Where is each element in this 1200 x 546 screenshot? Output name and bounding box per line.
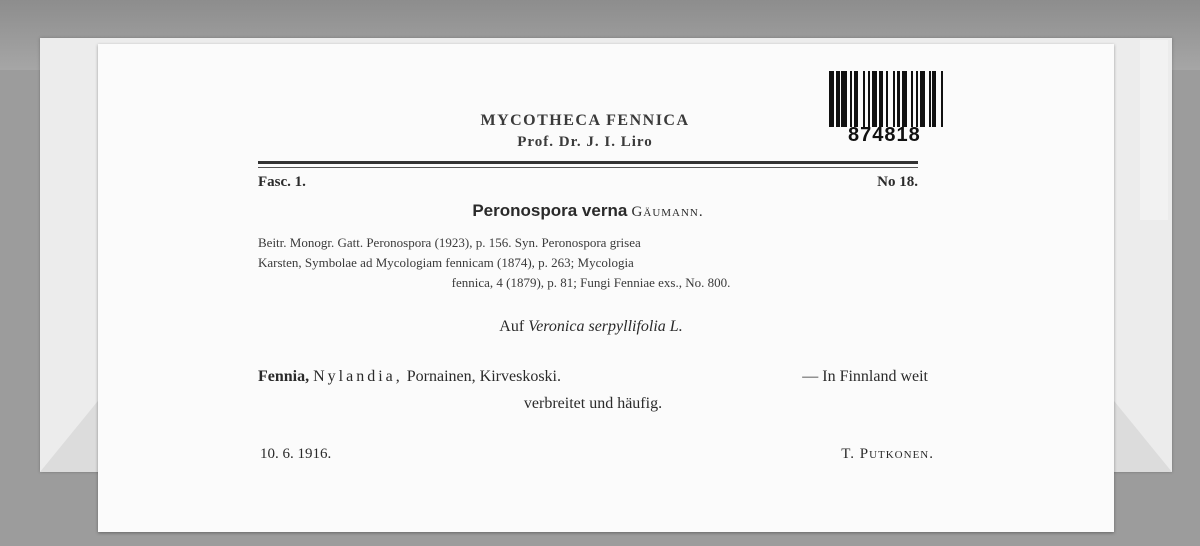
envelope-flap-left	[40, 396, 102, 472]
header-rule-thin	[258, 167, 918, 168]
literature-references	[258, 233, 924, 293]
locality-note-end: verbreitet und häufig.	[523, 395, 663, 412]
locality-country: Fennia,	[258, 368, 310, 385]
envelope-flap-right	[1110, 396, 1172, 472]
collector-name: T. Putkonen.	[841, 446, 934, 462]
barcode-image	[829, 71, 947, 127]
refs-line-3: fennica, 4 (1879), p. 81; Fungi Fenniae exs., No. 800.	[451, 275, 731, 290]
host-plant	[258, 318, 924, 336]
species-heading	[258, 201, 918, 221]
refs-line-2: Karsten, Symbolae ad Mycologiam fennicam (1874), p. 263; Mycologia	[258, 255, 634, 270]
locality	[258, 363, 928, 417]
series-editor: Prof. Dr. J. I. Liro	[517, 134, 653, 150]
header-rule-thick	[258, 161, 918, 164]
species-author: Gäumann.	[631, 204, 704, 220]
locality-place: Pornainen, Kirveskoski.	[406, 368, 561, 385]
refs-line-1: Beitr. Monogr. Gatt. Peronospora (1923), p. 156. Syn. Peronospora grisea	[258, 235, 641, 250]
series-title: MYCOTHECA FENNICA	[480, 112, 690, 129]
envelope-side-strip	[1140, 40, 1168, 220]
fascicle-number: Fasc. 1.	[258, 174, 306, 190]
host-name: Veronica serpyllifolia L.	[528, 318, 683, 335]
barcode-bar	[943, 71, 947, 127]
specimen-number: No 18.	[877, 174, 918, 190]
locality-note-start: — In Finnland weit	[802, 368, 928, 385]
barcode-number: 874818	[848, 124, 921, 146]
host-prefix: Auf	[499, 318, 525, 335]
species-name: Peronospora verna	[472, 201, 628, 220]
locality-region: Nylandia,	[313, 368, 403, 385]
collection-date: 10. 6. 1916.	[260, 446, 332, 462]
